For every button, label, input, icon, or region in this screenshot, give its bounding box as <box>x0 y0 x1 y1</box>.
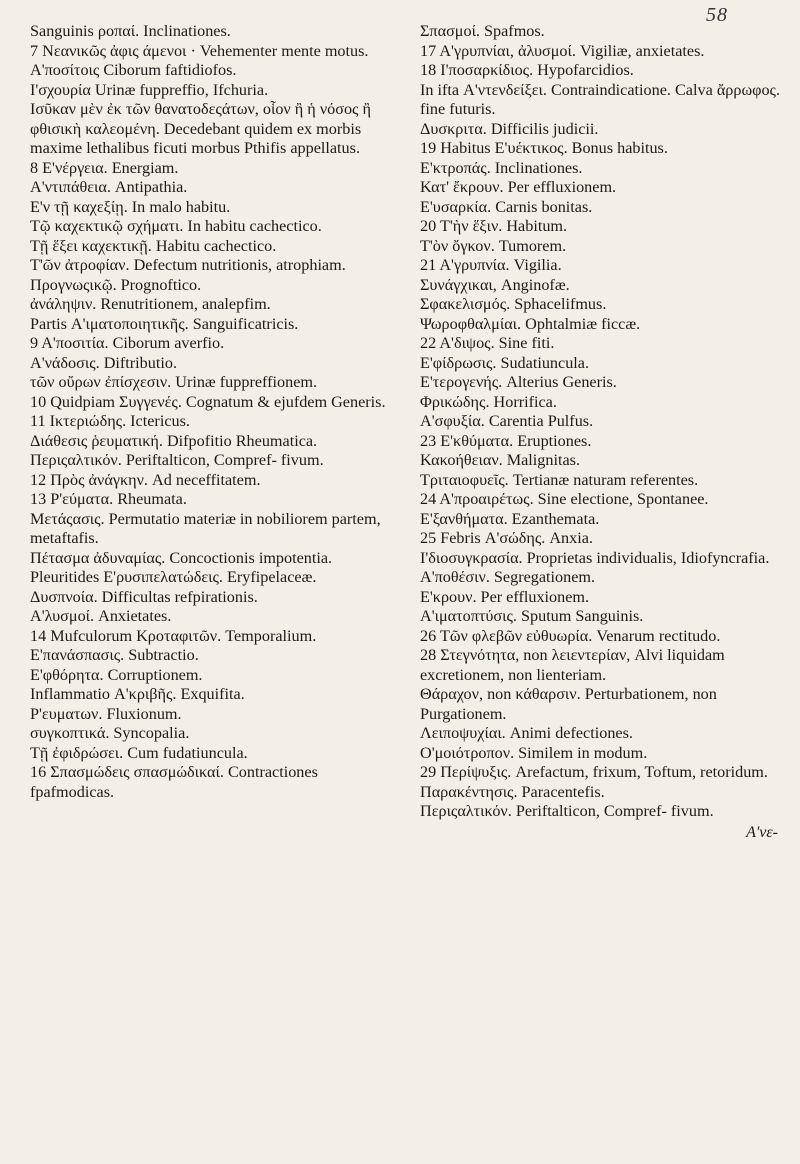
glossary-entry: Α'ντιπάθεια. Antipathia. <box>30 178 188 196</box>
glossary-entry: Ε'ν τῇ καχεξίῃ. In malo habitu. <box>30 197 231 216</box>
glossary-entry: Α'ποθέσιν. Segregationem. <box>420 568 596 586</box>
glossary-entry: Ι'σχουρία Urinæ fuppreffio, Ifchuria. <box>30 80 269 99</box>
glossary-entry: Α'ποσίτοις Ciborum faftidiofos. <box>30 61 237 79</box>
glossary-entry: 10 Quidpiam Συγγενές. Cognatum & ejufdem Generis. <box>30 392 386 411</box>
glossary-entry: 9 Α'ποσιτία. Ciborum averfio. <box>30 334 225 352</box>
glossary-entry: Ε'κρουν. Per effluxionem. <box>420 587 590 606</box>
glossary-entry: Πέτασμα ἀδυναμίας. Concoctionis impotentia. <box>30 548 333 567</box>
glossary-entry: Παρακέντησις. Paracentefis. <box>420 782 605 801</box>
glossary-entry: Συνάγχικαι, Anginofæ. <box>420 275 570 294</box>
glossary-entry: Ο'μοιότροπον. Similem in modum. <box>420 743 648 762</box>
glossary-entry: 12 Πρὸς ἀνάγκην. Ad neceffitatem. <box>30 470 261 489</box>
glossary-entry: Τ'ῶν ἀτροφίαν. Defectum nutritionis, atrophiam. <box>30 256 346 274</box>
glossary-entry: Ισῦκαν μὲν ἐκ τῶν θανατοδεςάτων, οἷον ἢ ἡ νόσος ἢ φθισικὴ καλεομένη. Decedebant quidem ex morbis maxime lethalibus ficuti morbus Pthifis appellatus. <box>30 100 371 157</box>
left-column <box>30 22 402 802</box>
glossary-entry: Α'νάδοσις. Diftributio. <box>30 353 177 372</box>
glossary-entry: Α'ιματοπτύσις. Sputum Sanguinis. <box>420 607 644 625</box>
glossary-entry: 19 Habitus Ε'υέκτικος. Bonus habitus. <box>420 139 668 157</box>
glossary-entry: 18 Ι'ποσαρκίδιος. Hypofarcidios. <box>420 61 634 79</box>
glossary-entry: Μετάςασις. Permutatio materiæ in nobiliorem partem, metaftafis. <box>30 509 381 547</box>
glossary-entry: 17 Α'γρυπνίαι, ἀλυσμοί. Vigiliæ, anxietates. <box>420 41 705 60</box>
glossary-entry: Σπασμοί. Spafmos. <box>420 22 545 40</box>
glossary-entry: Τῇ ἕξει καχεκτικῇ. Habitu cachectico. <box>30 236 277 255</box>
glossary-entry: Κακοήθειαν. Malignitas. <box>420 451 581 469</box>
glossary-entry: Φρικώδης. Horrifica. <box>420 392 557 411</box>
glossary-entry: Διάθεσις ῥευματική. Difpofitio Rheumatica. <box>30 431 318 450</box>
glossary-entry: Ε'πανάσπασις. Subtractio. <box>30 646 199 664</box>
glossary-entry: Περιςαλτικόν. Periftalticon, Compref- fivum. <box>420 802 714 820</box>
glossary-entry: 16 Σπασμώδεις σπασμώδικαί. Contractiones fpafmodicas. <box>30 763 318 801</box>
glossary-entry: Ε'ξανθήματα. Ezanthemata. <box>420 509 600 528</box>
glossary-entry: Τῇ ἐφιδρώσει. Cum fudatiuncula. <box>30 743 248 762</box>
glossary-entry: 13 Ρ'εύματα. Rheumata. <box>30 490 187 508</box>
glossary-entry: In ifta Α'ντενδείξει. Contraindicatione. Calva ἄρρωφος. fine futuris. <box>420 80 780 118</box>
glossary-entry: 21 Α'γρυπνία. Vigilia. <box>420 256 562 274</box>
glossary-entry: Ρ'ευματων. Fluxionum. <box>30 704 182 723</box>
glossary-entry: συγκοπτικά. Syncopalia. <box>30 724 190 742</box>
glossary-entry: 29 Περίψυξις. Arefactum, frixum, Toftum, retoridum. <box>420 763 768 781</box>
glossary-entry: Inflammatio Α'κριβῆς. Exquifita. <box>30 685 245 703</box>
glossary-entry: Α'σφυξία. Carentia Pulfus. <box>420 412 594 430</box>
glossary-entry: 26 Τῶν φλεβῶν εὐθυωρία. Venarum rectitudo. <box>420 626 721 645</box>
glossary-entry: 11 Ικτεριώδης. Ictericus. <box>30 412 190 430</box>
glossary-entry: Sanguinis ροπαί. Inclinationes. <box>30 22 231 40</box>
glossary-entry: 8 Ε'νέργεια. Energiam. <box>30 158 179 177</box>
glossary-entry: 25 Febris Α'σώδης. Anxia. <box>420 529 593 547</box>
glossary-entry: Δυσκριτα. Difficilis judicii. <box>420 119 599 138</box>
glossary-entry: Ε'υσαρκία. Carnis bonitas. <box>420 197 593 216</box>
glossary-entry: Ε'φθόρητα. Corruptionem. <box>30 665 203 684</box>
glossary-entry: Τῷ καχεκτικῷ σχήματι. In habitu cachectico. <box>30 217 322 235</box>
glossary-entry: Τ'ὸν ὄγκον. Tumorem. <box>420 236 567 255</box>
glossary-entry: Ε'κτροπάς. Inclinationes. <box>420 158 583 177</box>
page-number: 58 <box>706 4 728 26</box>
glossary-entry: Pleuritides Ε'ρυσιπελατώδεις. Eryfipelaceæ. <box>30 568 317 586</box>
glossary-entry: 20 Τ'ὴν ἕξιν. Habitum. <box>420 217 568 235</box>
right-column <box>420 22 792 842</box>
glossary-entry: 7 Νεανικῶς ἀφις άμενοι · Vehementer mente motus. <box>30 41 369 60</box>
glossary-entry: Περιςαλτικόν. Periftalticon, Compref- fivum. <box>30 451 324 469</box>
glossary-entry: ἀνάληψιν. Renutritionem, analepfim. <box>30 295 271 313</box>
glossary-entry: Δυσπνοία. Difficultas refpirationis. <box>30 587 258 606</box>
glossary-entry: Partis Α'ιματοποιητικῆς. Sanguificatricis. <box>30 314 299 333</box>
glossary-entry: 22 Α'διψος. Sine fiti. <box>420 334 555 352</box>
glossary-entry: Α'λυσμοί. Anxietates. <box>30 607 172 625</box>
glossary-entry: Κατ' ἔκρουν. Per effluxionem. <box>420 178 617 196</box>
glossary-entry: 14 Mufculorum Κροταφιτῶν. Temporalium. <box>30 626 317 645</box>
glossary-entry: Προγνωςικῷ. Prognoftico. <box>30 275 202 294</box>
glossary-entry: 28 Στεγνότητα, non λειεντερίαν, Alvi liquidam excretionem, non lienteriam. <box>420 646 725 684</box>
glossary-entry: Ε'τερογενής. Alterius Generis. <box>420 373 617 391</box>
glossary-entry: 23 Ε'κθύματα. Eruptiones. <box>420 431 592 450</box>
glossary-entry: Λειποψυχίαι. Animi defectiones. <box>420 724 633 742</box>
glossary-entry: Ι'διοσυγκρασία. Proprietas individualis, Idiofyncrafia. <box>420 548 770 567</box>
glossary-entry: Τριταιοφυεῖς. Tertianæ naturam referentes. <box>420 470 699 489</box>
glossary-entry: Ε'φίδρωσις. Sudatiuncula. <box>420 353 590 372</box>
glossary-entry: τῶν οὔρων ἐπίσχεσιν. Urinæ fuppreffionem. <box>30 373 318 391</box>
glossary-entry: 24 Α'προαιρέτως. Sine electione, Spontanee. <box>420 490 709 508</box>
glossary-entry: Σφακελισμός. Sphacelifmus. <box>420 295 607 313</box>
catchword: Α'νε- <box>746 823 778 841</box>
glossary-entry: Θάραχον, non κάθαρσιν. Perturbationem, non Purgationem. <box>420 685 717 723</box>
glossary-entry: Ψωροφθαλμίαι. Ophtalmiæ ficcæ. <box>420 314 641 333</box>
